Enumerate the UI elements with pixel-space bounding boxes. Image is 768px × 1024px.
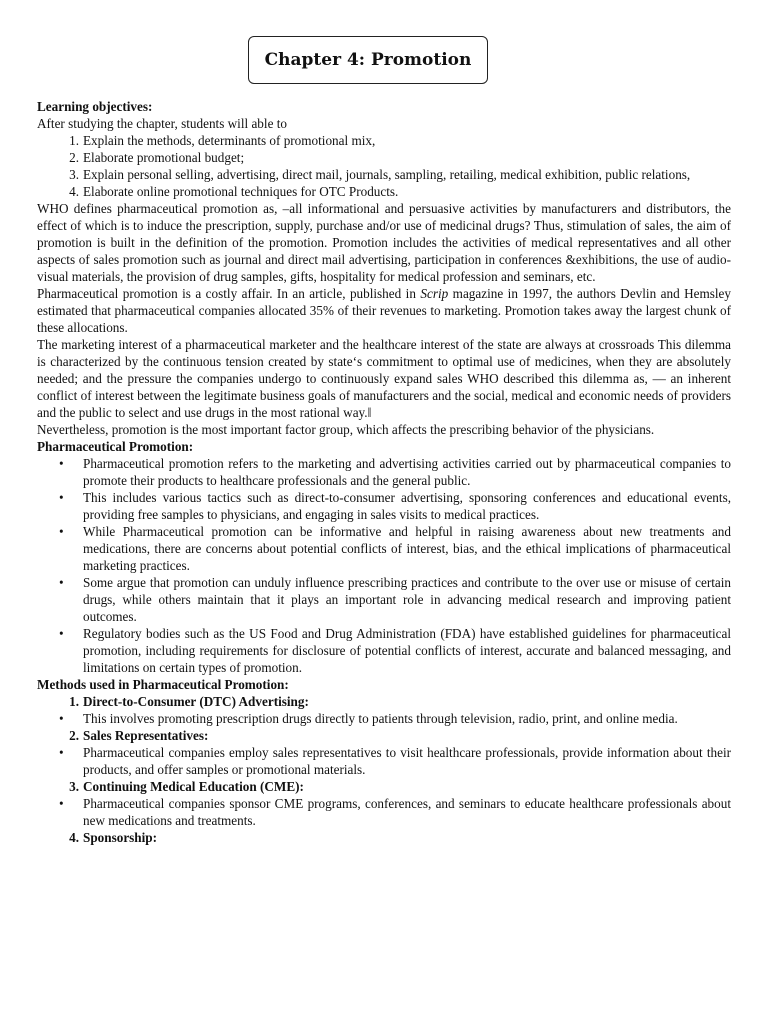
methods-heading: Methods used in Pharmaceutical Promotion:	[37, 677, 289, 692]
list-item: • Pharmaceutical companies sponsor CME programs, conferences, and seminars to educate healthcare professionals about new medications and treatments.	[59, 796, 731, 828]
pharmaceutical-promotion-bullets	[37, 455, 731, 676]
method-title: 3. Continuing Medical Education (CME):	[69, 779, 304, 794]
document-body	[37, 98, 731, 846]
list-item: • Regulatory bodies such as the US Food and Drug Administration (FDA) have established guidelines for pharmaceutical promotion, including requirements for disclosure of potential conflicts of interest, accurate and balanced messaging, and limitations on certain types of promotion.	[59, 626, 731, 675]
paragraph-who-definition: WHO defines pharmaceutical promotion as, –all informational and persuasive activities by manufacturers and distributors, the effect of which is to induce the prescription, supply, purchase and/or use of medicinal drugs? Thus, stimulation of sales, the aim of promotion is built in the definition of the promotion. Promotion includes the activities of medical representatives and all other aspects of sales promotion such as journal and direct mail advertising, participation in conferences &exhibitions, the use of audio-visual materials, the provision of drug samples, gifts, hospitality for medical profession and seminars, etc.	[37, 201, 731, 284]
pharmaceutical-promotion-heading: Pharmaceutical Promotion:	[37, 439, 194, 454]
list-item: • This involves promoting prescription drugs directly to patients through television, radio, print, and online media.	[59, 711, 678, 726]
list-item: • While Pharmaceutical promotion can be informative and helpful in raising awareness about new treatments and medications, there are concerns about potential conflicts of interest, bias, and the ethical implications of pharmaceutical marketing practices.	[59, 524, 731, 573]
learning-objectives-list	[37, 132, 731, 200]
bullet-icon: •	[59, 626, 64, 641]
method-title: 1. Direct-to-Consumer (DTC) Advertising:	[69, 694, 309, 709]
list-item: • This includes various tactics such as direct-to-consumer advertising, sponsoring conferences and educational events, providing free samples to physicians, and engaging in sales visits to medical practices.	[59, 490, 731, 522]
method-4	[37, 829, 731, 846]
bullet-icon: •	[59, 796, 64, 811]
list-item: 1. Explain the methods, determinants of promotional mix,	[69, 133, 376, 148]
list-item: • Pharmaceutical promotion refers to the marketing and advertising activities carried out by pharmaceutical companies to promote their products to healthcare professionals and the general public.	[59, 456, 731, 488]
bullet-icon: •	[59, 711, 64, 726]
method-title: 4. Sponsorship:	[69, 830, 158, 845]
list-item: 4. Elaborate online promotional techniques for OTC Products.	[69, 184, 399, 199]
list-item: • Pharmaceutical companies employ sales representatives to visit healthcare professionals, provide information about their products, and offer samples or promotional materials.	[59, 745, 731, 777]
method-title: 2. Sales Representatives:	[69, 728, 209, 743]
list-item: • Some argue that promotion can unduly influence prescribing practices and contribute to the over use or misuse of certain drugs, while others maintain that it plays an important role in advancing medical research and improving patient outcomes.	[59, 575, 731, 624]
method-3	[37, 778, 731, 795]
bullet-icon: •	[59, 745, 64, 760]
list-item: 2. Elaborate promotional budget;	[69, 150, 245, 165]
list-item: 3. Explain personal selling, advertising, direct mail, journals, sampling, retailing, medical exhibition, public relations,	[69, 167, 691, 182]
learning-intro: After studying the chapter, students will able to	[37, 116, 287, 131]
method-1	[37, 693, 731, 710]
bullet-icon: •	[59, 524, 64, 539]
paragraph-marketing-interest: The marketing interest of a pharmaceutical marketer and the healthcare interest of the state are always at crossroads This dilemma is characterized by the continuous tension created by state‘s commitment to optimal use of medicines, when they are absolutely needed; and the pressure the companies undergo to continuously expand sales WHO described this dilemma as, — an inherent conflict of interest between the legitimate business goals of manufacturers and the social, medical and economic needs of providers and the public to select and use drugs in the most rational way.‖	[37, 337, 731, 420]
method-2	[37, 727, 731, 744]
chapter-title: Chapter 4: Promotion	[248, 36, 488, 84]
paragraph-nevertheless: Nevertheless, promotion is the most important factor group, which affects the prescribing behavior of the physicians.	[37, 422, 655, 437]
paragraph-costly-affair: Pharmaceutical promotion is a costly affair. In an article, published in Scrip magazine in 1997, the authors Devlin and Hemsley estimated that pharmaceutical companies allocated 35% of their revenues to marketing. Promotion takes away the largest chunk of these allocations.	[37, 286, 732, 335]
bullet-icon: •	[59, 575, 64, 590]
bullet-icon: •	[59, 490, 64, 505]
learning-objectives-heading: Learning objectives:	[37, 99, 153, 114]
bullet-icon: •	[59, 456, 64, 471]
